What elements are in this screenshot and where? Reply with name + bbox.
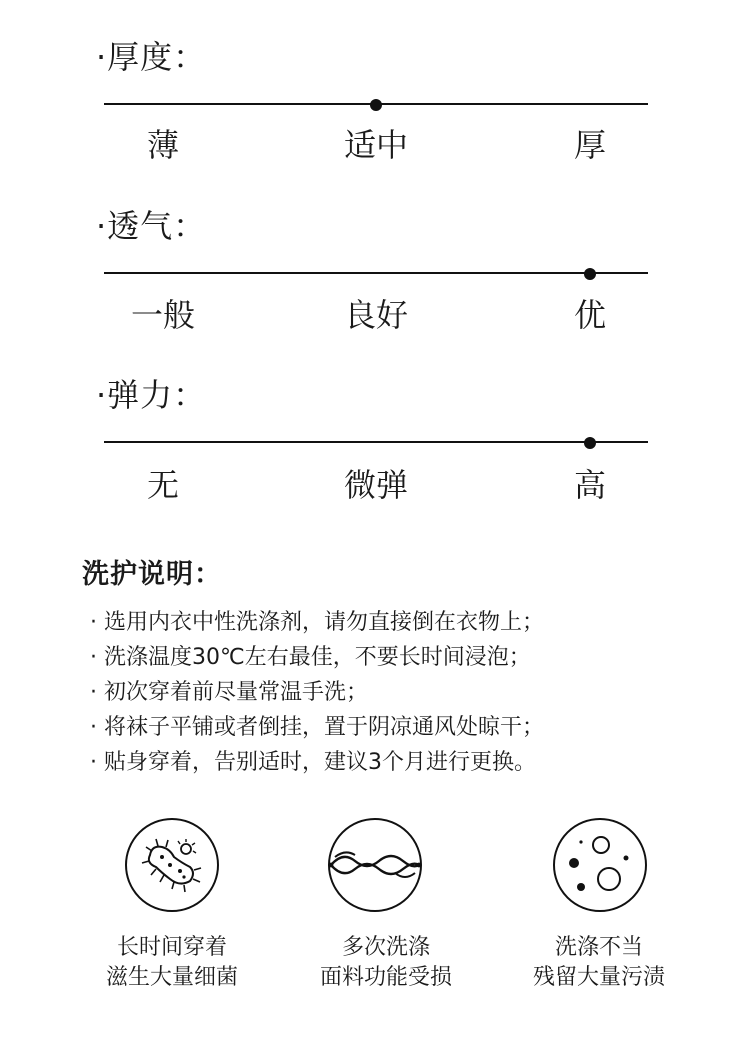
elasticity-scale-line [104, 441, 648, 443]
bacteria-caption-line1: 长时间穿着 [116, 935, 227, 960]
twisted-fabric-icon [325, 815, 425, 915]
elasticity-title: ·弹力： [96, 376, 207, 414]
thickness-scale-marker [370, 99, 382, 111]
care-instructions-title: 洗护说明： [82, 559, 222, 590]
fabric-caption [276, 933, 496, 993]
elasticity-label-mid: 微弹 [343, 466, 409, 504]
stains-caption-line2: 残留大量污渍 [532, 965, 665, 990]
stains-caption [489, 933, 709, 993]
care-instructions-list [90, 605, 544, 780]
elasticity-label-low: 无 [146, 466, 180, 504]
elasticity-label-high: 高 [573, 466, 607, 504]
care-item: · 贴身穿着，告别适时，建议3个月进行更换。 [90, 750, 536, 775]
fabric-caption-line2: 面料功能受损 [319, 965, 452, 990]
thickness-label-low: 薄 [146, 126, 180, 164]
bacteria-icon [122, 815, 222, 915]
care-item: · 洗涤温度30℃左右最佳，不要长时间浸泡； [90, 645, 531, 670]
breathability-label-low: 一般 [130, 296, 196, 334]
fabric-caption-line1: 多次洗涤 [341, 935, 430, 960]
breathability-label-high: 优 [573, 296, 607, 334]
breathability-scale-line [104, 272, 648, 274]
stains-icon [550, 815, 650, 915]
breathability-scale-marker [584, 268, 596, 280]
elasticity-scale-marker [584, 437, 596, 449]
care-item: · 初次穿着前尽量常温手洗； [90, 680, 368, 705]
thickness-label-mid: 适中 [343, 126, 409, 164]
bacteria-caption-line2: 滋生大量细菌 [105, 965, 238, 990]
breathability-label-mid: 良好 [343, 296, 409, 334]
care-item: · 将袜子平铺或者倒挂，置于阴凉通风处晾干； [90, 715, 544, 740]
care-item: · 选用内衣中性洗涤剂，请勿直接倒在衣物上； [90, 610, 544, 635]
thickness-title: ·厚度： [96, 38, 207, 76]
bacteria-caption [62, 933, 282, 993]
stains-caption-line1: 洗涤不当 [554, 935, 643, 960]
breathability-title: ·透气： [96, 207, 207, 245]
thickness-label-high: 厚 [573, 126, 607, 164]
